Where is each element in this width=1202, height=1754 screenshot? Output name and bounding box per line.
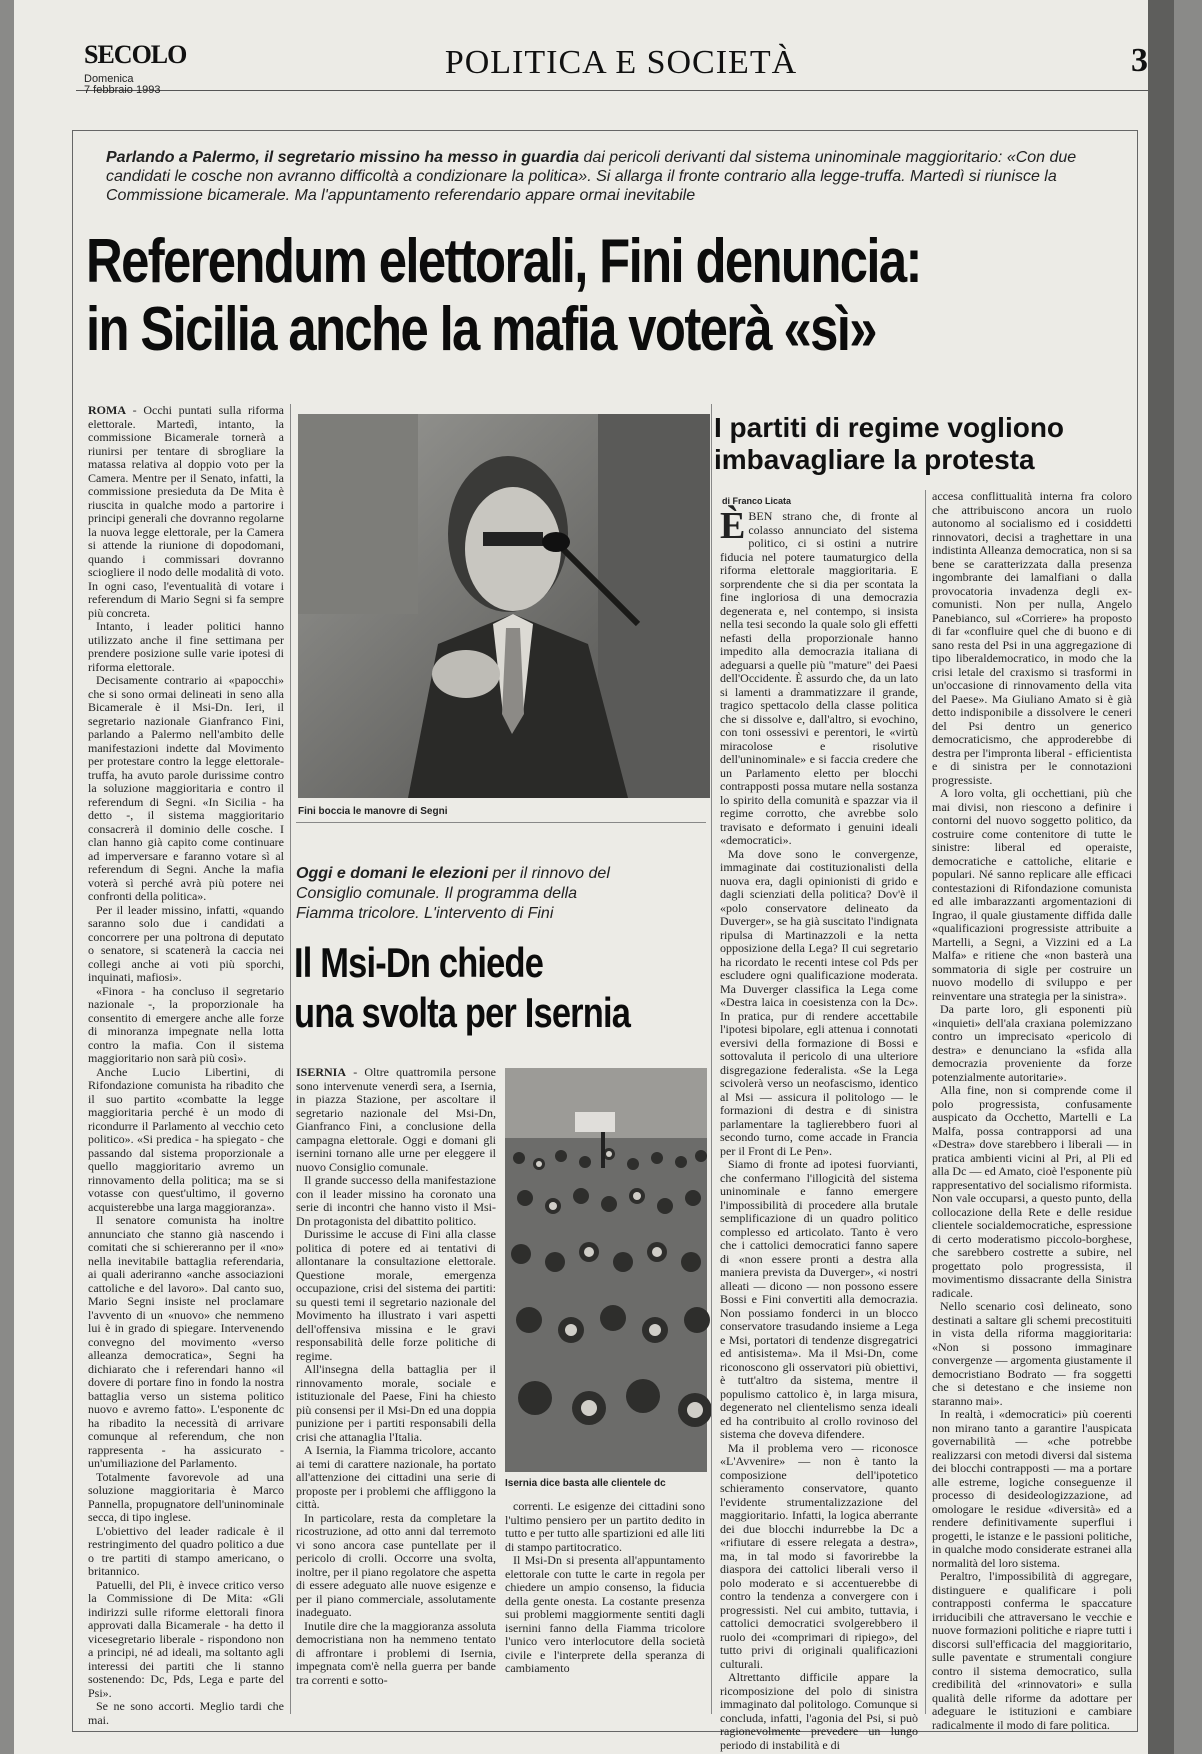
isernia-column-1 — [296, 1066, 496, 1726]
regime-headline — [714, 412, 1134, 476]
main-dateline: ROMA — [88, 403, 126, 417]
isernia-kicker-rest: per il rinnovo del Consiglio comunale. Il programma della Fiamma tricolore. L'intervento di Fini — [296, 865, 610, 922]
main-paragraph: «Finora - ha concluso il segretario nazionale -, la proporzionale ha consentito di emergere anche alle forze di minoranza impegnate nella lotta contro la mafia. Con il sistema maggioritario non sarà più così». — [88, 983, 284, 1065]
isernia-kicker — [296, 864, 636, 924]
main-kicker-bold: Parlando a Palermo, il segretario missino ha messo in guardia — [106, 149, 580, 166]
isernia-headline-line1: Il Msi-Dn chiede — [294, 939, 544, 986]
regime-paragraph: accesa conflittualità interna fra coloro che attribuiscono ancora un ruolo autonomo al socialismo ed i cosiddetti rinnovatori, decisi a traghettare in una indistinta Alleanza democratica, non si sa bene se caratterizzata dalla presenza ingombrante dei lamalfiani o dalla provocatoria invadenza degli ex-comunisti. Non per nulla, Angelo Panebianco, sul «Corriere» ha proposto di far «confluire quel che di buono e di sano resta del Psi in una aggregazione di tipo liberaldemocratico, in modo che la crisi letale del craxismo si trasformi in un'occasione di rinnovamento della vita del Paese». Ma Giuliano Amato si è già detto indisponibile a dissolvere le ceneri del Psi dentro un generico democraticismo, che approderebbe di destra per l'impronta liberal - efficientista e di sinistra per le connotazioni progressiste. — [932, 489, 1132, 787]
column-rule — [711, 404, 712, 1714]
main-paragraph: Se ne sono accorti. Meglio tardi che mai. — [88, 1699, 284, 1727]
main-headline — [86, 228, 955, 364]
main-headline-line2: in Sicilia anche la mafia voterà «sì» — [86, 295, 876, 364]
regime-column-1 — [720, 505, 918, 1752]
main-headline-line1: Referendum elettorali, Fini denuncia: — [86, 227, 921, 296]
main-paragraph: Totalmente favorevole ad una soluzione maggioritaria è Marco Pannella, propugnatore dell'uninominale secca, di tipo inglese. — [88, 1469, 284, 1524]
regime-paragraph: In realtà, i «democratici» più coerenti non mirano tanto a garantire l'auspicata governabilità — «che potrebbe realizzarsi con metodi diversi dal sistema dei blocchi contrapposti — ma a portare alle estreme, logiche conseguenze il processo di desideologizzazione, ad omologare le residue «diversità» ed a rendere definitivamente superflui i progetti, le istanze e le passioni politiche, in qualche modo considerate estranei alla normalità del loro sistema. — [932, 1407, 1132, 1570]
regime-headline-line2: imbavagliare la protesta — [714, 444, 1035, 475]
main-paragraph: Intanto, i leader politici hanno utilizzato anche il fine settimana per prendere posizione sulle varie ipotesi di riforma elettorale. — [88, 619, 284, 674]
crowd-photo — [505, 1068, 707, 1472]
main-paragraph: - Occhi puntati sulla riforma elettorale. Martedì, intanto, la commissione Bicamerale tornerà a riunirsi per tentare di sbrogliare la matassa relativa al doppio voto per la Camera. Mentre per il Senato, infatti, la commissione presieduta da De Mita è riuscita in qualche modo a partorire i principi generali che dovranno regolarne la nuova legge elettorale, per la Camera si attende la riunione di dopodomani, quando i commissari dovranno sciogliere il nodo delle modalità di voto. In ogni caso, l'eventualità di votare i referendum di Mario Segni si fa sempre più concreta. — [88, 403, 284, 620]
page-number: 3 — [1131, 42, 1148, 79]
main-paragraph: Il senatore comunista ha inoltre annunciato che stanno già nascendo i comitati che si schiereranno per il «no» nella inevitabile battaglia referendaria, ai quali aderiranno «anche associazioni cattoliche e del lavoro». Dal canto suo, Mario Segni insiste nel proclamare l'avvento di un «nuovo» che nemmeno lui è in grado di spiegare. Intervenendo convegno del movimento «verso alleanza democratica», Segni ha dichiarato che i referendari hanno «il dovere di portare fino in fondo la nostra battaglia verso un sistema politico nuovo e avremo fatto». L'esponente dc ha ribadito la necessità di arrivare comunque al referendum, che non rappresenta - ha assicurato - un'umiliazione del Parlamento. — [88, 1213, 284, 1470]
page-edge-shadow — [1148, 0, 1174, 1754]
regime-paragraph: Da parte loro, gli esponenti più «inquieti» dell'ala craxiana polemizzano contro un imprecisato «pericolo di destra» e denunciano la «sfida alla democrazia proveniente da forze potenzialmente autoritarie». — [932, 1002, 1132, 1084]
isernia-paragraph: Inutile dire che la maggioranza assoluta democristiana non ha nemmeno tentato di affrontare i problemi di Isernia, impegnata com'è nella guerra per bande tra correnti e sotto- — [296, 1618, 496, 1687]
regime-byline: di Franco Licata — [722, 496, 792, 506]
regime-dropcap: È — [720, 505, 746, 547]
isernia-headline — [294, 938, 671, 1038]
crowd-photo-image — [505, 1068, 707, 1472]
isernia-paragraph: - Oltre quattromila persone sono intervenute venerdì sera, a Isernia, in piazza Stazione, per ascoltare il segretario nazionale del Msi-Dn, Gianfranco Fini, a conclusione della campagna elettorale. Oggi e domani gli isernini tornano alle urne per eleggere il nuovo Consiglio comunale. — [296, 1065, 496, 1174]
regime-paragraph: Nello scenario così delineato, sono destinati a saltare gli schemi precostituiti in vista della riforma maggioritaria: «Non si possono immaginare convergenze — argomenta giustamente il democristiano Bodrato — fra soggetti che si detestano e che insieme non staranno mai». — [932, 1299, 1132, 1408]
fini-photo-image — [298, 414, 710, 798]
main-paragraph: Anche Lucio Libertini, di Rifondazione comunista ha ribadito che il suo partito «combatte la legge maggioritaria perché è un modo di ricondurre il Parlamento al vecchio ceto politico». «Si predica - ha spiegato - che passando dal sistema proporzionale a quello maggioritario avremo un rinnovamento della politica; ma se si votasse con quest'ultimo, il governo acquisterebbe una larga maggioranza». — [88, 1064, 284, 1214]
regime-paragraph: Ma dove sono le convergenze, immaginate dai costituzionalisti della nuova era, dagli opinionisti di grido e dagli scienziati della politica? Dov'è il «polo conservatore delineato da Duverger», se ha già suscitato l'indignata ripulsa di Martinazzoli e la netta opposizione della Lega? Il cui segretario ha ricordato le recenti intese col Pds per escludere ogni qualificazione moderata. Ma Duverger classifica la Lega come «Destra laica in coesistenza con la Dc». In pratica, pur di rendere accettabile l'ipotesi bipolare, egli attenua i connotati eversivi della formazione di Bossi e sottovaluta il pericolo di una ulteriore disgregazione federalista. «Se la Lega scivolerà verso un neofascismo, identico al Msi — assicura il politologo — le formazioni di destra e di sinistra parlamentare la taglierebbero fuori al secondo turno, come accade in Francia per il Front di Le Pen». — [720, 846, 918, 1158]
isernia-paragraph: Durissime le accuse di Fini alla classe politica di potere ed ai tentativi di allontanare la consultazione elettorale. Questione morale, emergenza occupazione, crisi del sistema dei partiti: su questi temi il segretario nazionale del Movimento ha illustrato i vari aspetti dell'offensiva missina e le gravi responsabilità delle forze politiche di regime. — [296, 1227, 496, 1363]
main-paragraph: L'obiettivo del leader radicale è il restringimento del quadro politico a due o tre partiti di stampo americano, o britannico. — [88, 1523, 284, 1578]
main-paragraph: Decisamente contrario ai «papocchi» che si sono ormai delineati in seno alla Bicamerale è il Msi-Dn. Ieri, il segretario nazionale Gianfranco Fini, parlando a Palermo nell'ambito delle manifestazioni indette dal Movimento per protestare contro la legge elettorale-truffa, ha avuto parole durissime contro la soluzione maggioritaria e contro il referendum di Segni. «In Sicilia - ha detto -, il sistema maggioritario consacrerà il dominio delle cosche. I clan hanno già capito come continuare ad imperversare e faranno votare sì al referendum di Segni. Anche la mafia voterà sì perché avrà più potere nei confronti della politica». — [88, 673, 284, 903]
column-rule — [290, 404, 291, 1714]
main-kicker — [106, 148, 1116, 205]
main-paragraph: Per il leader missino, infatti, «quando saranno solo due i candidati a concorrere per una poltrona di deputato o senatore, si scatenerà la caccia nei collegi anche ai voti più sporchi, inquinati, mafiosi». — [88, 902, 284, 984]
isernia-column-2 — [505, 1500, 705, 1724]
regime-column-2 — [932, 489, 1132, 1732]
regime-paragraph: Peraltro, l'impossibilità di aggregare, distinguere e qualificare i poli contrapposti conferma le spaccature irriducibili che attraversano le vecchie e nuove formazioni politiche e riapre tutti i discorsi sull'efficacia del maggioritario, sulle paventate e strumentali congiure contro il sistema democratico, sulla credibilità del «rinnovatori» e sulla qualità delle riforme da adottare per adeguare le istituzioni e cambiare radicalmente il modo di fare politica. — [932, 1569, 1132, 1732]
newspaper-logo: SECOLO — [84, 40, 187, 69]
isernia-paragraph: Il grande successo della manifestazione con il leader missino ha coronato una serie di incontri che hanno visto il Msi-Dn protagonista del dibattito politico. — [296, 1173, 496, 1228]
fini-photo — [298, 414, 710, 798]
isernia-paragraph: Il Msi-Dn si presenta all'appuntamento elettorale con tutte le carte in regola per chiedere un ampio consenso, la fiducia della gente onesta. La costante presenza sui problemi maggiormente sentiti dagli isernini fanno della Fiamma tricolore l'unico vero interlocutore della società civile e l'interprete della speranza di cambiamento — [505, 1553, 705, 1675]
isernia-headline-line2: una svolta per Isernia — [294, 989, 631, 1036]
regime-paragraph: BEN strano che, di fronte al colasso annunciato del sistema politico, ci si ostini a nutrire fiducia nel potere taumaturgico della riforma elettorale maggioritaria. E sorprendente che si dia per scontata la fine ingloriosa di una democrazia degenerata e, nel contempo, si insista nella tesi secondo la quale solo gli effetti nefasti della proporzionale hanno impedito alla democrazia italiana di adeguarsi a quelle più "mature" dei Paesi dell'Occidente. È assurdo che, da un lato si lamenti a drammatizzare il grande, tragico spettacolo della classe politica che si dissolve e, dall'altro, si evochino, con toni ossessivi e perentori, le «virtù miracolose e risolutive dell'uninominale» e si faccia credere che un Parlamento eletto per blocchi contrapposti possa mutare nella sostanza lo spirito della comunità e spazzar via il regime corrotto, che avrebbe solo travisato e deformato i genuini ideali «democratici». — [720, 509, 918, 847]
issue-full-date: 7 febbraio 1993 — [84, 84, 161, 96]
main-article-column — [88, 403, 284, 1727]
main-paragraph: Patuelli, del Pli, è invece critico verso la Commissione di De Mita: «Gli indirizzi sulle riforme elettorali finora approvati dalla Bicamerale - ha detto il vicesegretario liberale - rispondono non a principi, né ad ideali, ma soltanto agli interessi dei partiti che li stanno sostenendo: Dc, Pds, Lega e parte del Psi». — [88, 1577, 284, 1700]
regime-paragraph: Alla fine, non si comprende come il polo progressista, confusamente auspicato da Occhetto, Martelli e La Malfa, possa contrapporsi ad una «Destra» dove starebbero i liberali — in pratica ambienti vicini al Pri, al Pli ed alla Dc — ed Amato, cioè l'esponente più rappresentativo del socialismo riformista. Non vale occuparsi, a questo punto, della collocazione della Rete e delle residue clientele socialdemocratiche, espressione di certo moderatismo piccolo-borghese, che sarebbero costrette a subire, nel progettato polo progressista, il movimentismo dissacrante della Sinistra radicale. — [932, 1083, 1132, 1300]
section-title: POLITICA E SOCIETÀ — [444, 44, 798, 81]
regime-paragraph: Siamo di fronte ad ipotesi fuorvianti, che confermano l'illogicità del sistema uninominale e fanno emergere l'impossibilità di procedere alla brutale semplificazione di un quadro politico complesso ed articolato. Tanto è vero che i cattolici democratici fanno sapere di «non essere pronti a destra alla maniera prevista da Duverger», «i nostri alleati — dicono — non possono essere Bossi e Fini convertiti alla democrazia. Non possiamo fonderci in un blocco conservatore trasudando insieme a Lega e Msi, portatori di tendenze disgregatrici ed antisistema». Ma il Msi-Dn, come riconoscono gli osservatori più obiettivi, è tutt'altro da sistema, mentre il populismo cattolico è, in larga misura, degenerato nel clientelismo senza ideali ed ha contribuito al crollo rovinoso del sistema che doveva difendere. — [720, 1157, 918, 1441]
isernia-paragraph: In particolare, resta da completare la ricostruzione, ad otto anni dal terremoto vi sono ancora case puntellate per il pericolo di crolli. Occorre una svolta, inoltre, per il piano regolatore che aspetta di essere adeguato alle nuove esigenze e per il piano commerciale, assolutamente inadeguato. — [296, 1510, 496, 1619]
column-rule — [925, 490, 926, 1714]
isernia-paragraph: A Isernia, la Fiamma tricolore, accanto ai temi di carattere nazionale, ha portato all'attenzione dei cittadini una serie di proposte per i problemi che affliggono la città. — [296, 1443, 496, 1511]
isernia-dateline: ISERNIA — [296, 1065, 347, 1079]
photo1-caption: Fini boccia le manovre di Segni — [298, 806, 448, 817]
isernia-paragraph: correnti. Le esigenze dei cittadini sono l'ultimo pensiero per un partito dedito in tutto e per tutto alle spartizioni ed alle liti di stampo partitocratico. — [505, 1499, 705, 1554]
masthead — [76, 30, 1166, 96]
regime-paragraph: A loro volta, gli occhettiani, più che mai divisi, non riescono a definire i contorni del nuovo soggetto politico, da costruire come contenitore di tutte le sinistre: liberal ed operaiste, democratiche e cattoliche, elitarie e populari. Né sanno replicare alle efficaci contestazioni di Rifondazione comunista ed alle imbarazzanti argomentazioni di Ingrao, il quale giustamente diffida dalle «qualificazioni progressiste attribuite a Martelli, a Segni, a Vizzini ed a La Malfa» e ritiene che «non basterà una sommatoria di sigle per costruire un nuovo modello di sviluppo e per reinventare una strategia per la sinistra». — [932, 786, 1132, 1003]
photo2-caption: Isernia dice basta alle clientele dc — [505, 1478, 666, 1489]
isernia-paragraph: All'insegna della battaglia per il rinnovamento morale, sociale e istituzionale del Paese, Fini ha chiesto più consensi per il Msi-Dn ed una doppia punizione per i partiti responsabili della crisi che attanaglia l'Italia. — [296, 1362, 496, 1444]
isernia-kicker-bold: Oggi e domani le elezioni — [296, 865, 489, 882]
regime-headline-line1: I partiti di regime vogliono — [714, 412, 1065, 443]
main-kicker-rest: dai pericoli derivanti dal sistema uninominale maggioritario: «Con due candidati le cosche non avranno difficoltà a condizionare la politica». Si allarga il fronte contrario alla legge-truffa. Martedì si riunisce la Commissione bicamerale. Ma l'appuntamento referendario appare ormai inevitabile — [106, 149, 1077, 204]
newspaper-page — [14, 0, 1174, 1754]
issue-day: Domenica — [84, 73, 134, 85]
regime-paragraph: Altrettanto difficile appare la ricomposizione del polo di sinistra immaginato dal politologo. Comunque si concluda, infatti, l'agonia del Psi, si può ragionevolmente prevedere un lungo periodo di instabilità e di — [720, 1670, 918, 1752]
regime-paragraph: Ma il problema vero — riconosce «L'Avvenire» — non è tanto la composizione dell'ipotetico schieramento conservatore, quanto l'evidente strumentalizzazione del maggioritario. Infatti, la logica aberrante dei due blocchi indurrebbe la Dc a «rifiutare di essere relegata a destra», ma, in tal modo si favorirebbe la diaspora dei cattolici liberali verso il polo moderato e si accentuerebbe di contro la tendenza a convergere con i progressisti. Nel cui ambito, tuttavia, i cattolici democratici svolgerebbero il ruolo dei «comprimari di ripiego», del tutto privi di originali qualificazioni culturali. — [720, 1440, 918, 1671]
section-rule — [296, 822, 706, 823]
